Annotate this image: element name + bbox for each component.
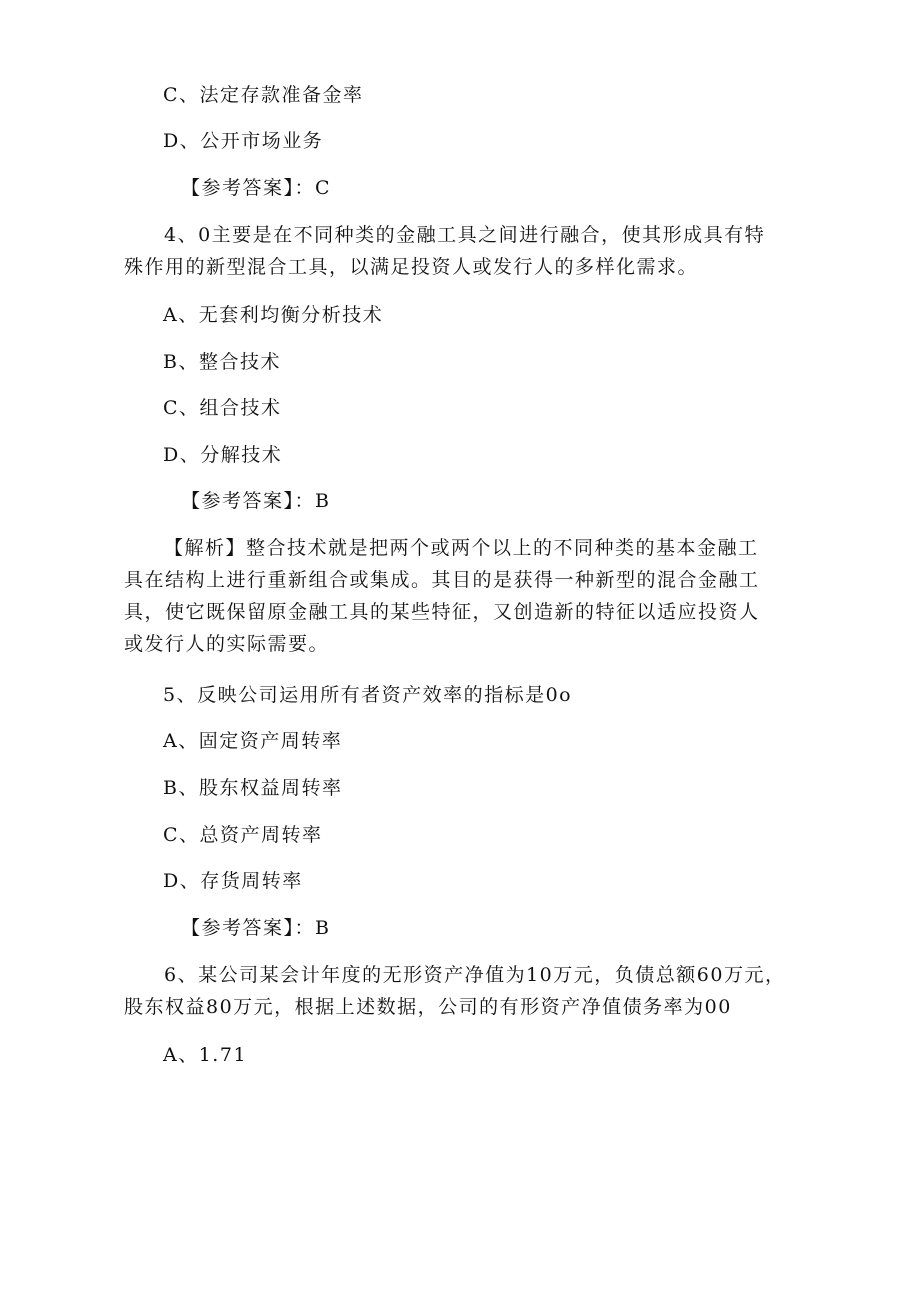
question-6-option-a: A、1.71	[163, 1044, 248, 1066]
analysis-line-2: 具在结构上进行重新组合或集成。其目的是获得一种新型的混合金融工	[124, 569, 760, 591]
question-4-option-d: D、分解技术	[163, 444, 283, 466]
question-5-answer: 【参考答案】：B	[181, 917, 331, 939]
question-4-stem	[124, 226, 796, 290]
question-4-line-1: 4、0主要是在不同种类的金融工具之间进行融合，使其形成具有特	[164, 224, 766, 246]
analysis-line-4: 或发行人的实际需要。	[124, 633, 330, 655]
question-6-line-2: 股东权益80万元，根据上述数据，公司的有形资产净值债务率为00	[124, 996, 732, 1018]
question-5-option-b: B、股东权益周转率	[163, 777, 343, 799]
question-5-stem: 5、反映公司运用所有者资产效率的指标是0o	[163, 684, 573, 706]
question-4-line-2: 殊作用的新型混合工具，以满足投资人或发行人的多样化需求。	[124, 256, 699, 278]
question-4-answer: 【参考答案】：B	[181, 490, 331, 512]
question-6-stem	[124, 966, 796, 1030]
question-5-option-d: D、存货周转率	[163, 870, 303, 892]
question-4-analysis	[124, 539, 796, 667]
option-d-text: D、公开市场业务	[163, 130, 324, 152]
option-c-text: C、法定存款准备金率	[163, 84, 364, 106]
question-4-option-b: B、整合技术	[163, 351, 281, 373]
question-4-option-a: A、无套利均衡分析技术	[163, 304, 384, 326]
reference-answer: 【参考答案】：C	[181, 177, 332, 199]
question-4-option-c: C、组合技术	[163, 397, 282, 419]
analysis-line-3: 具，使它既保留原金融工具的某些特征，又创造新的特征以适应投资人	[124, 601, 760, 623]
analysis-line-1: 【解析】整合技术就是把两个或两个以上的不同种类的基本金融工	[164, 537, 759, 559]
question-6-line-1: 6、某公司某会计年度的无形资产净值为10万元，负债总额60万元，	[164, 964, 786, 986]
question-5-option-c: C、总资产周转率	[163, 824, 323, 846]
question-5-option-a: A、固定资产周转率	[163, 730, 343, 752]
